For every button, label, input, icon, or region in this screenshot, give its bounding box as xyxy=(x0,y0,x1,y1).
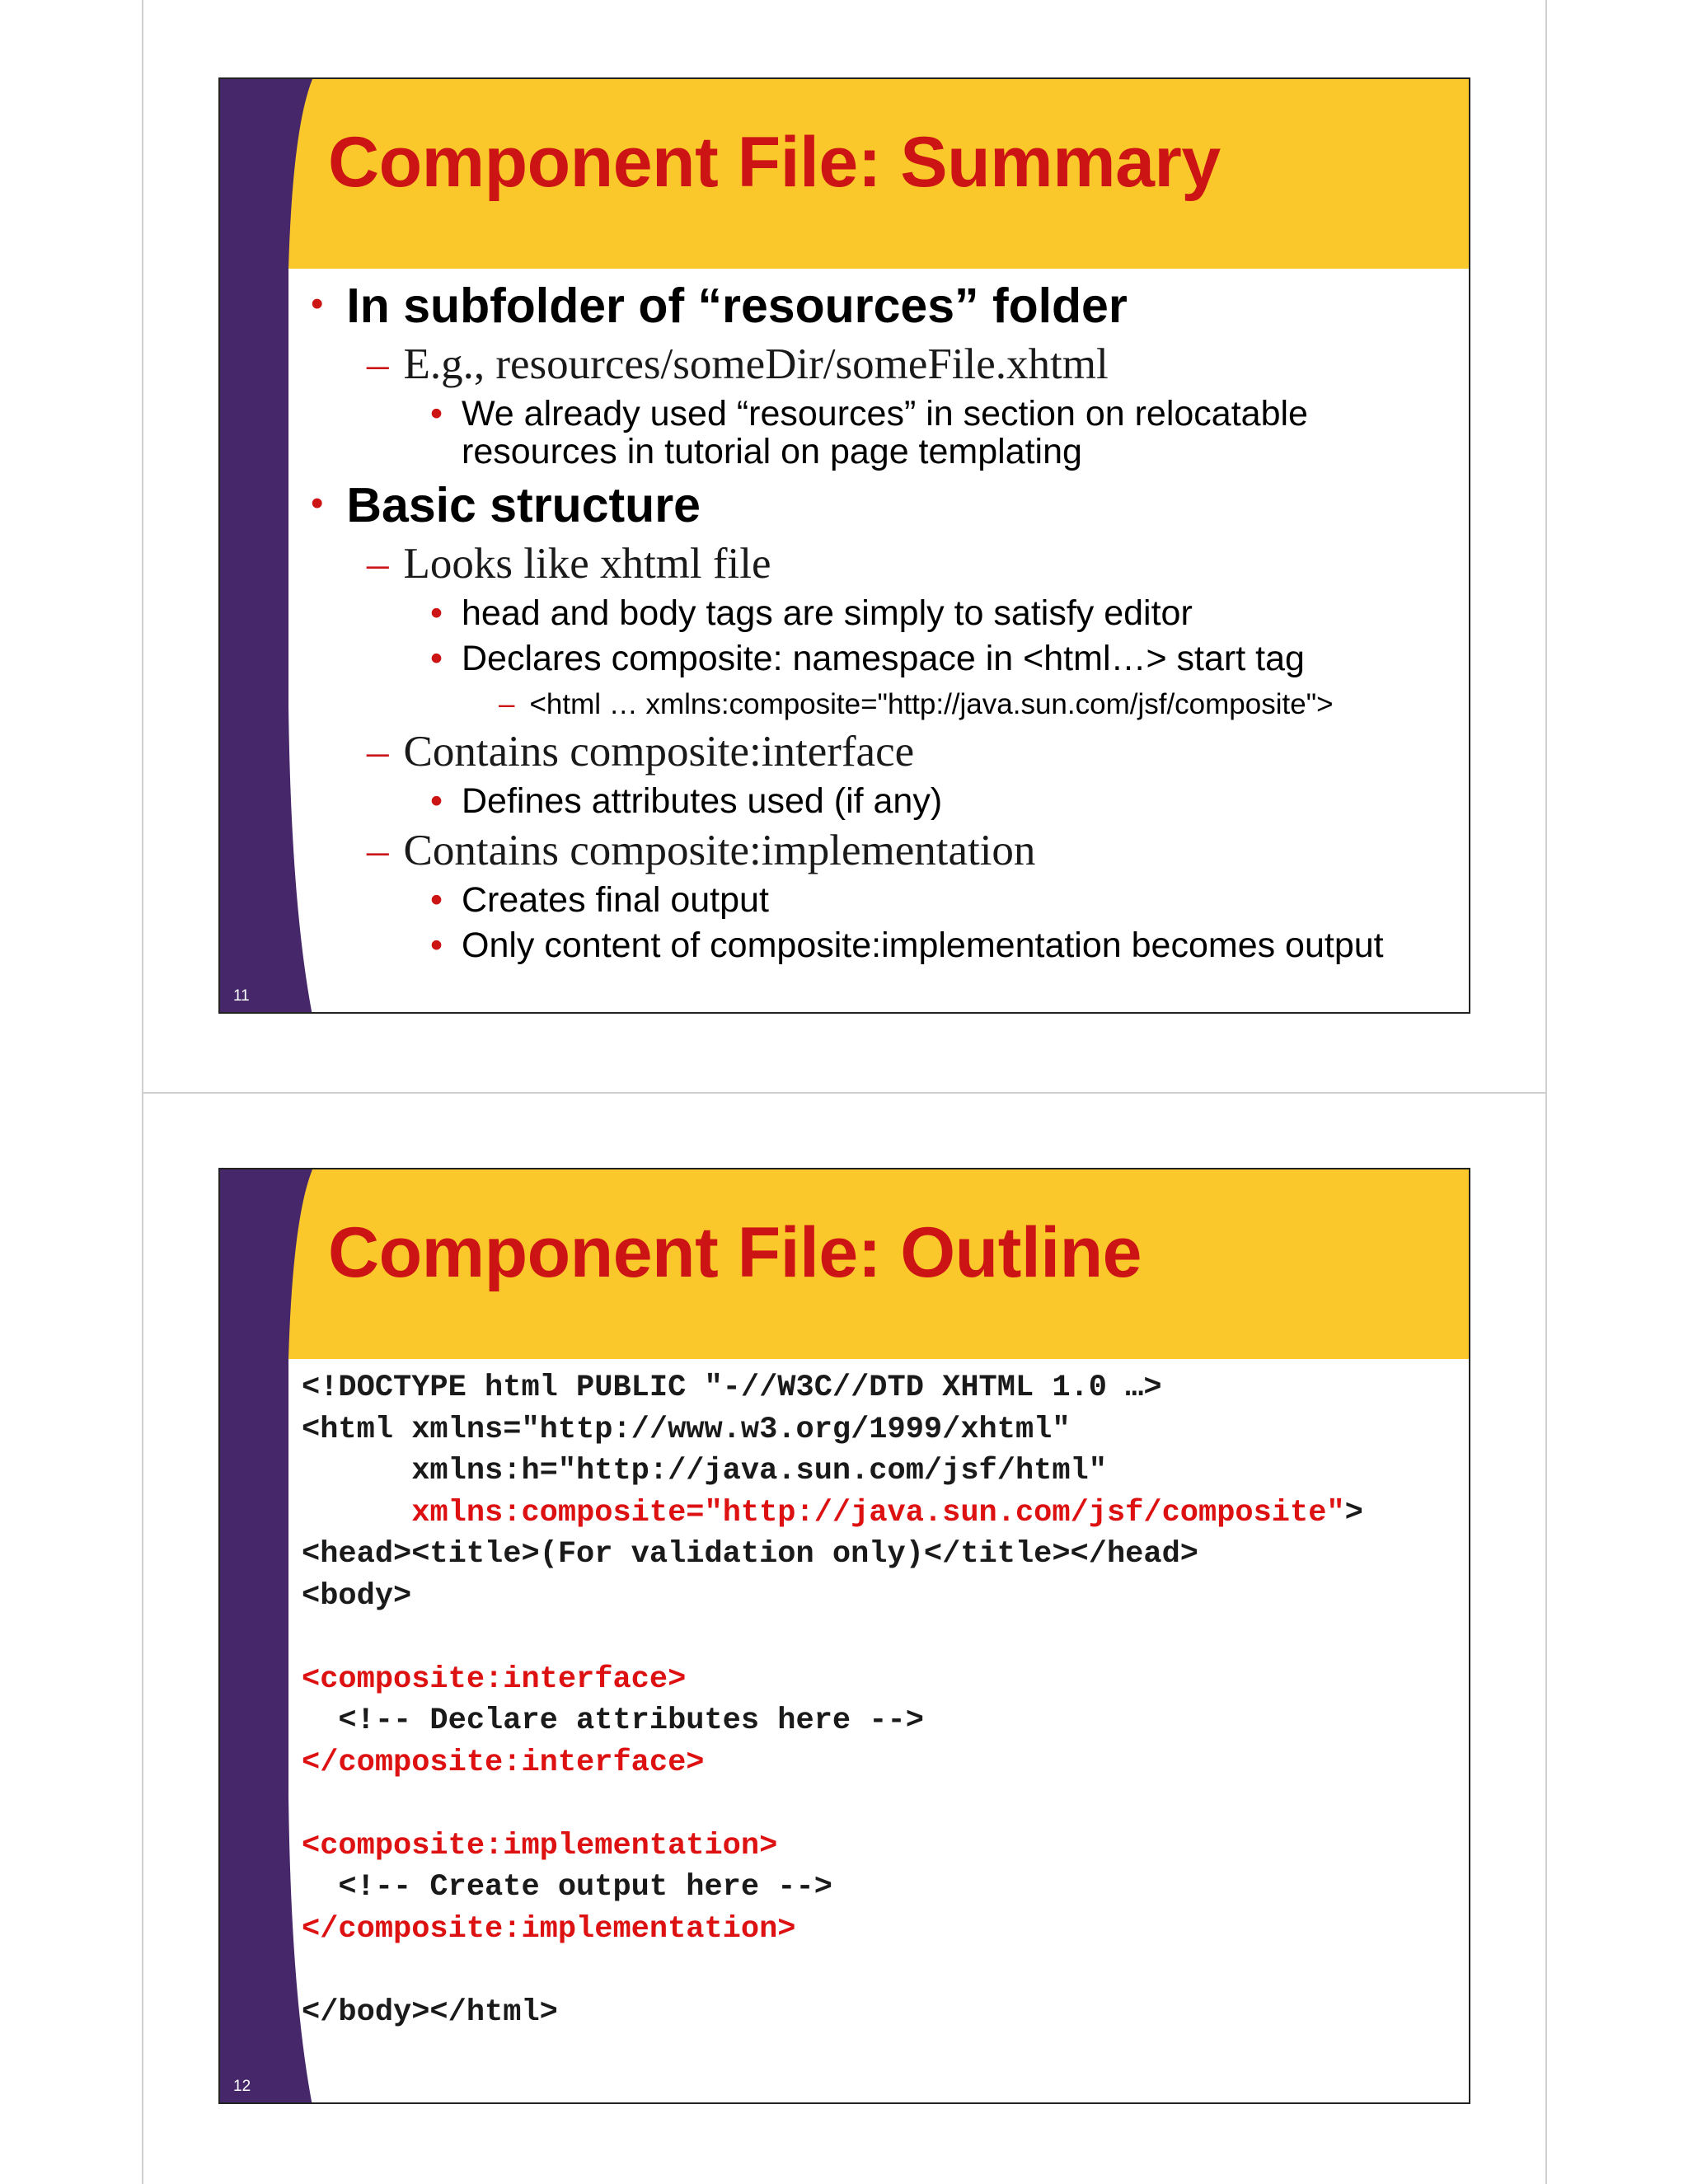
code-line xyxy=(302,1700,1363,1742)
code-highlight: <composite:implementation> xyxy=(302,1828,778,1863)
code-text xyxy=(302,1496,411,1530)
bullet-dot-icon: • xyxy=(311,483,324,523)
bullet-dot-icon: • xyxy=(430,639,443,678)
code-line xyxy=(302,1409,1363,1451)
bullet-dot-icon: • xyxy=(311,284,324,324)
bullet-level-2: – Contains composite:interface xyxy=(367,728,915,776)
code-text: <body> xyxy=(302,1578,412,1614)
code-line xyxy=(302,1909,1363,1951)
slide-title: Component File: Summary xyxy=(328,123,1221,202)
dash-icon: – xyxy=(499,688,515,720)
bullet-level-3: • Defines attributes used (if any) xyxy=(430,781,943,821)
code-highlight: </composite:interface> xyxy=(302,1745,705,1780)
slide-outline xyxy=(218,1168,1470,2104)
page-separator xyxy=(142,1092,1547,1094)
code-text: <!-- Create output here --> xyxy=(302,1870,832,1905)
code-text: <!-- Declare attributes here --> xyxy=(302,1704,924,1738)
code-text: > xyxy=(1344,1495,1363,1530)
code-line xyxy=(302,1367,1363,1409)
slide-number: 11 xyxy=(233,987,250,1005)
code-text: xmlns:h="http://java.sun.com/jsf/html" xyxy=(302,1454,1107,1488)
code-line xyxy=(302,1534,1363,1576)
dash-icon: – xyxy=(367,827,389,874)
code-line xyxy=(302,1451,1363,1493)
code-text: <head><title>(For validation only)</title></head> xyxy=(302,1537,1198,1572)
code-line xyxy=(302,1992,1363,2034)
bullet-dot-icon: • xyxy=(430,880,443,920)
bullet-level-4: – <html … xmlns:composite="http://java.sun.com/jsf/composite"> xyxy=(499,688,1334,720)
bullet-level-3: • Creates final output xyxy=(430,880,769,920)
bullet-dot-icon: • xyxy=(430,781,443,821)
bullet-level-2: – Looks like xhtml file xyxy=(367,540,771,588)
code-line xyxy=(302,1742,1363,1784)
code-highlight: <composite:interface> xyxy=(302,1661,687,1697)
bullet-dot-icon: • xyxy=(430,926,443,965)
code-text: <html xmlns="http://www.w3.org/1999/xhtml" xyxy=(302,1412,1071,1447)
code-text: <!DOCTYPE html PUBLIC "-//W3C//DTD XHTML 1.0 …> xyxy=(302,1371,1162,1405)
code-line xyxy=(302,1783,1363,1825)
bullet-level-3: • head and body tags are simply to satisfy editor xyxy=(430,593,1193,633)
dash-icon: – xyxy=(367,340,389,388)
code-text: </body></html> xyxy=(302,1994,558,2030)
dash-icon: – xyxy=(367,728,389,776)
code-highlight: xmlns:composite="http://java.sun.com/jsf/composite" xyxy=(411,1495,1345,1530)
dash-icon: – xyxy=(367,540,389,588)
code-highlight: </composite:implementation> xyxy=(302,1911,796,1947)
code-block xyxy=(302,1367,1363,2033)
code-line xyxy=(302,1493,1363,1535)
bullet-level-1: • In subfolder of “resources” folder xyxy=(311,279,1128,333)
bullet-level-2: – E.g., resources/someDir/someFile.xhtml xyxy=(367,340,1109,388)
bullet-level-3: • We already used “resources” in section on relocatable resources in tutorial on page templating xyxy=(430,394,1308,471)
code-line xyxy=(302,1825,1363,1868)
slide-summary xyxy=(218,77,1470,1014)
code-line xyxy=(302,1950,1363,1992)
slide-number: 12 xyxy=(233,2078,251,2095)
bullet-level-3: • Declares composite: namespace in <html…> start tag xyxy=(430,639,1305,678)
bullet-level-2: – Contains composite:implementation xyxy=(367,827,1036,874)
slide-title: Component File: Outline xyxy=(328,1213,1142,1292)
bullet-dot-icon: • xyxy=(430,394,443,434)
bullet-dot-icon: • xyxy=(430,593,443,633)
code-line xyxy=(302,1617,1363,1659)
code-line xyxy=(302,1576,1363,1618)
bullet-level-1: • Basic structure xyxy=(311,478,701,532)
bullet-level-3: • Only content of composite:implementation becomes output xyxy=(430,926,1384,965)
code-line xyxy=(302,1659,1363,1701)
code-line xyxy=(302,1867,1363,1909)
slide-content xyxy=(220,79,1469,1012)
